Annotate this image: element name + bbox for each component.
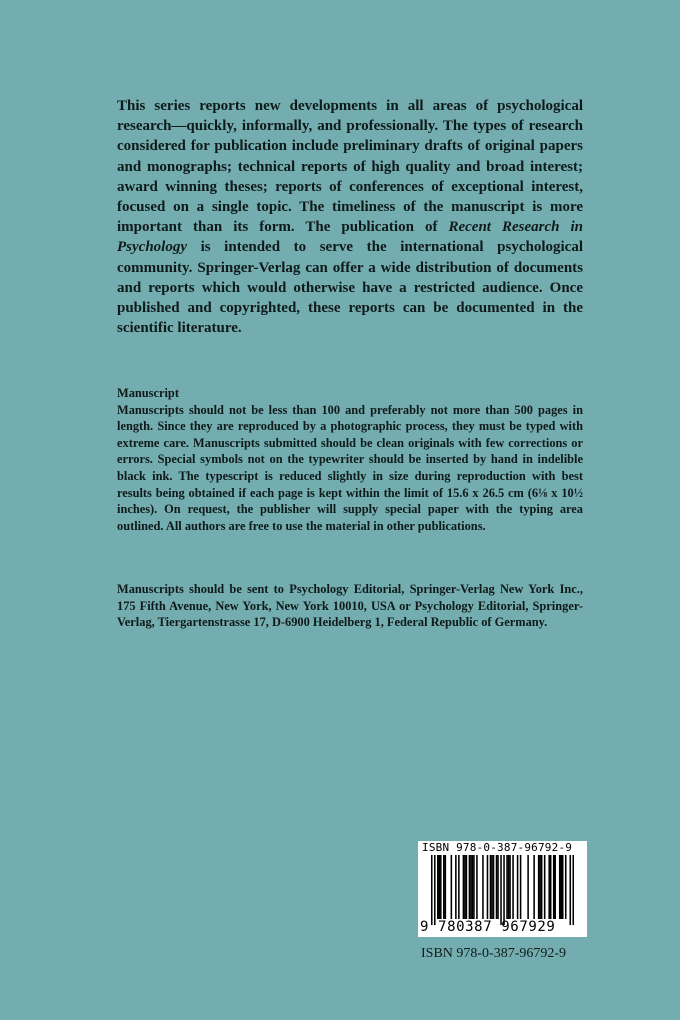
barcode-bar [469, 855, 471, 919]
barcode-bar [464, 855, 466, 919]
barcode-bar [560, 855, 562, 919]
barcode-bar [437, 855, 439, 919]
barcode-bar [439, 855, 441, 919]
barcode-bar [562, 855, 564, 919]
barcode-bar [500, 855, 502, 925]
barcode-bar [508, 855, 510, 919]
barcode-bar [565, 855, 567, 919]
series-description [117, 96, 583, 338]
barcode-bar [533, 855, 535, 919]
manuscript-section [117, 385, 583, 534]
barcode-bar [572, 855, 574, 925]
barcode-bar [550, 855, 552, 919]
barcode-bar [445, 855, 447, 919]
barcode-label [418, 841, 587, 937]
series-title: Recent Research in Psychology [117, 219, 583, 256]
barcode-bar [466, 855, 468, 919]
barcode-bar [541, 855, 543, 919]
submission-address: Manuscripts should be sent to Psychology Editorial, Springer-Verlag New York Inc., 175 Fifth Avenue, New York, New York 10010, USA or Psychology Editorial, Springer-Verlag, Tiergartenstrasse 17, D-6900 Heidelberg 1, Federal Republic of Germany. [117, 582, 583, 630]
barcode-bar [544, 855, 546, 919]
submission-section [117, 581, 583, 631]
barcode-bar [553, 855, 555, 919]
barcode-bar [482, 855, 484, 919]
barcode-bar [509, 855, 511, 919]
barcode-bar [473, 855, 475, 919]
barcode-bar [458, 855, 460, 919]
barcode-bar [548, 855, 550, 919]
series-description-text: This series reports new developments in all areas of psychological research—quickly, informally, and professionally. The types of research considered for publication include preliminary drafts of original papers and monographs; technical reports of high quality and broad interest; award winning theses; reports of conferences of exceptional interest, focused on a single topic. The timeliness of the manuscript is more important than its form. The publication of Recent Research in Psychology is intended to serve the international psychological community. Springer-Verlag can offer a wide distribution of documents and reports which would otherwise have a restricted audience. Once published and copyrighted, these reports can be documented in the scientific literature. [117, 98, 583, 337]
barcode-bar [490, 855, 492, 919]
barcode-bar [487, 855, 489, 919]
barcode-bar [491, 855, 493, 919]
barcode-bar [472, 855, 474, 919]
barcode-bar [434, 855, 436, 925]
barcode-bar [569, 855, 571, 925]
barcode-bar [503, 855, 505, 925]
barcode-bar [476, 855, 478, 919]
barcode-bar [493, 855, 495, 919]
barcode-bar [520, 855, 522, 919]
barcode-bar [517, 855, 519, 919]
barcode-bar [559, 855, 561, 919]
barcode-bar [506, 855, 508, 919]
barcode-bar [463, 855, 465, 919]
barcode-bar [455, 855, 457, 919]
barcode-ean-digits: 9 780387 967929 [420, 919, 556, 935]
isbn-bottom: ISBN 978-0-387-96792-9 [421, 946, 567, 961]
barcode-bar [440, 855, 442, 919]
barcode-bar [527, 855, 529, 919]
manuscript-heading: Manuscript [117, 386, 179, 400]
barcode-bar [451, 855, 453, 919]
barcode-bar [470, 855, 472, 919]
barcode-bar [443, 855, 445, 919]
barcode-bar [496, 855, 498, 919]
barcode-isbn-label: ISBN 978-0-387-96792-9 [422, 841, 573, 854]
manuscript-guidelines: Manuscripts should not be less than 100 and preferably not more than 500 pages in length. Since they are reproduced by a photographic process, they must be typed with extreme care. Manuscripts submitted should be clean originals with few corrections or errors. Special symbols not on the typewriter should be inserted by hand in indelible black ink. The typescript is reduced slightly in size during reproduction with best results being obtained if each page is kept within the limit of 15.6 x 26.5 cm (6⅛ x 10½ inches). On request, the publisher will supply special paper with the typing area outlined. All authors are free to use the material in other publications. [117, 402, 583, 533]
barcode-bar [512, 855, 514, 919]
barcode-bar [539, 855, 541, 919]
barcode-bar [538, 855, 540, 919]
barcode-bar [554, 855, 556, 919]
barcode-bar [497, 855, 499, 919]
barcode-bar [431, 855, 433, 925]
ean13-barcode [431, 855, 574, 925]
